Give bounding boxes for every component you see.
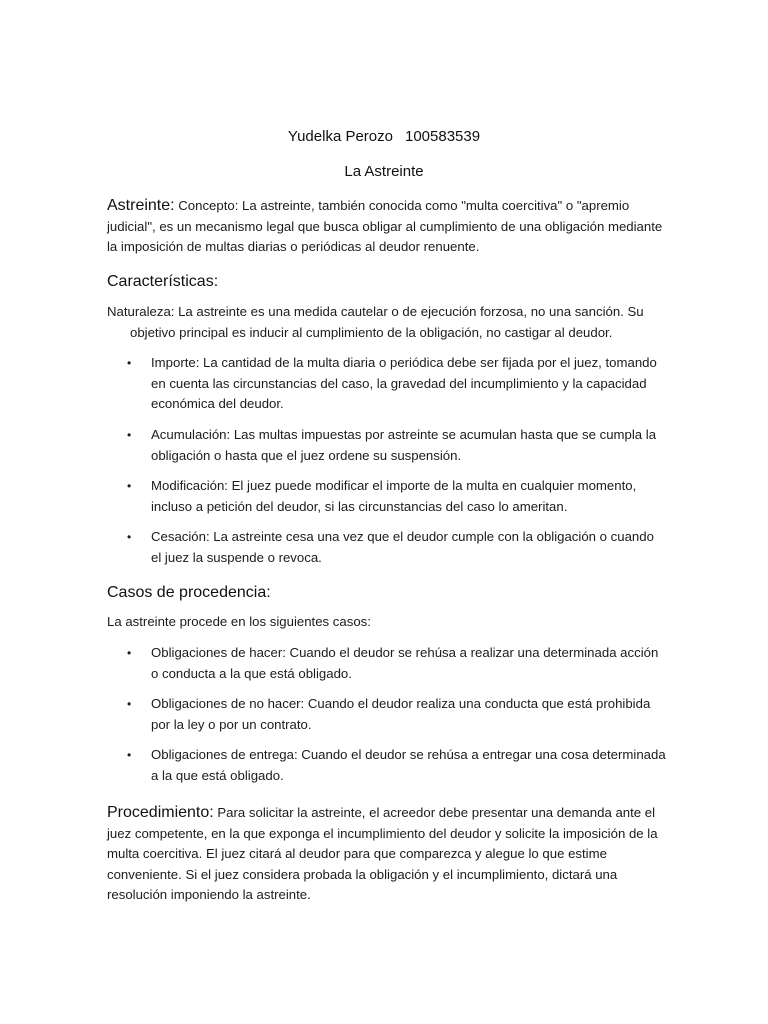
list-item-text: Modificación: El juez puede modificar el importe de la multa en cualquier momento, incluso a petición del deudor, si las circunstancias del caso lo ameritan. [151, 478, 637, 514]
naturaleza-paragraph: Naturaleza: La astreinte es una medida cautelar o de ejecución forzosa, no una sanción. Su objetivo principal es inducir al cumplimiento de la obligación, no castigar al deudor. [107, 304, 644, 340]
list-item-text: Obligaciones de entrega: Cuando el deudor se rehúsa a entregar una cosa determinada a la que está obligado. [151, 747, 666, 783]
list-item [127, 745, 667, 786]
procedimiento-paragraph [107, 803, 663, 906]
list-item-text: Obligaciones de no hacer: Cuando el deudor realiza una conducta que está prohibida por la ley o por un contrato. [151, 696, 651, 732]
bullet-icon: • [127, 697, 132, 711]
student-id: 100583539 [404, 128, 481, 145]
intro-term: Astreinte: [107, 197, 175, 214]
list-item [127, 425, 667, 466]
author-name: Yudelka Perozo [287, 128, 393, 145]
bullet-icon: • [127, 646, 132, 660]
list-item-text: Importe: La cantidad de la multa diaria o periódica debe ser fijada por el juez, tomando en cuenta las circunstancias del caso, la gravedad del incumplimiento y la capacidad económica del deudor. [151, 355, 657, 411]
bullet-icon: • [127, 748, 132, 762]
procedimiento-text: Para solicitar la astreinte, el acreedor debe presentar una demanda ante el juez competente, en la que exponga el incumplimiento del deudor y solicite la imposición de la multa coercitiva. El juez citará al deudor para que comparezca y alegue lo que estime conveniente. Si el juez considera probada la obligación y el incumplimiento, dictará una resolución imponiendo la astreinte. [107, 805, 658, 902]
author-line [0, 127, 768, 147]
list-item [127, 527, 667, 568]
list-item [127, 353, 667, 415]
list-item-text: Acumulación: Las multas impuestas por astreinte se acumulan hasta que se cumpla la obligación o hasta que el juez ordene su suspensión. [151, 427, 657, 463]
list-item [127, 694, 667, 735]
casos-heading: Casos de procedencia: [107, 584, 271, 601]
casos-intro: La astreinte procede en los siguientes casos: [107, 614, 371, 629]
bullet-icon: • [127, 428, 132, 442]
bullet-icon: • [127, 479, 132, 493]
intro-text: Concepto: La astreinte, también conocida como "multa coercitiva" o "apremio judicial", es un mecanismo legal que busca obligar al cumplimiento de una obligación mediante la imposición de multas diarias o periódicas al deudor renuente. [107, 198, 663, 254]
procedimiento-term: Procedimiento: [107, 804, 214, 821]
list-item [127, 643, 667, 684]
bullet-icon: • [127, 530, 132, 544]
list-item-text: Cesación: La astreinte cesa una vez que el deudor cumple con la obligación o cuando el juez la suspende o revoca. [151, 529, 654, 565]
document-title: La Astreinte [344, 163, 424, 180]
intro-paragraph [107, 196, 663, 258]
bullet-icon: • [127, 356, 132, 370]
list-item-text: Obligaciones de hacer: Cuando el deudor se rehúsa a realizar una determinada acción o conducta a la que está obligado. [151, 645, 659, 681]
list-item [127, 476, 667, 517]
caracteristicas-heading: Características: [107, 273, 219, 290]
